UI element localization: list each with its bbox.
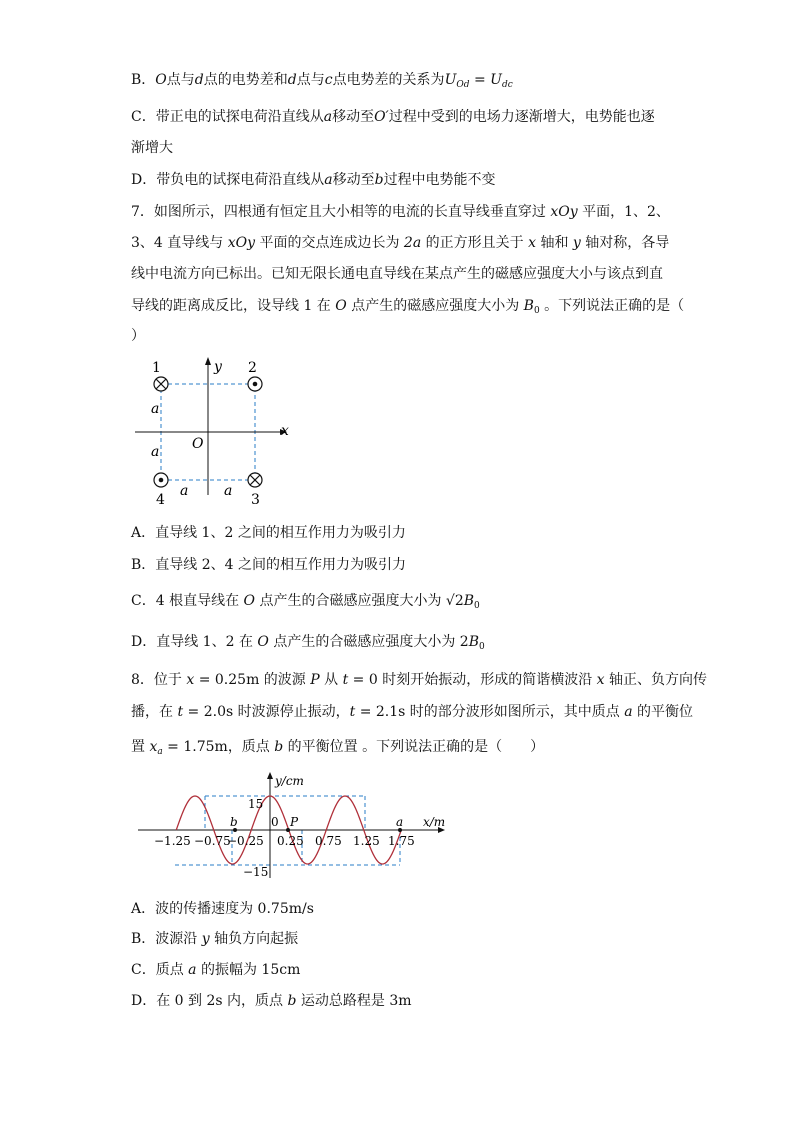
x-tick-label: −0.25 <box>227 834 264 848</box>
wire-2-label: 2 <box>248 360 257 376</box>
q7-option-a[interactable]: A．直导线 1、2 之间的相互作用力为吸引力 <box>131 525 406 541</box>
side-label-a-left: a <box>180 483 189 499</box>
q7-stem-line5: ） <box>131 328 145 344</box>
q7-option-d[interactable]: D．直导线 1、2 在 O 点产生的合磁感应强度大小为 $2B_0$ <box>131 634 485 652</box>
q6-option-c-cont: 渐增大 <box>131 140 173 156</box>
q8-option-c[interactable]: C．质点 a 的振幅为 15cm <box>131 962 301 978</box>
q7-option-b[interactable]: B．直导线 2、4 之间的相互作用力为吸引力 <box>131 557 407 573</box>
wire-1-label: 1 <box>152 360 161 376</box>
q7-stem-line1: 7．如图所示，四根通有恒定且大小相等的电流的长直导线垂直穿过 xOy 平面，1、2、 <box>131 204 670 220</box>
x-tick-label: 0.75 <box>315 834 342 848</box>
y-axis-label: y/cm <box>275 774 304 788</box>
x-axis-label: x <box>281 423 289 439</box>
wire-2-dot-icon <box>248 377 262 391</box>
wire-4-dot-icon <box>154 473 168 487</box>
side-label-a-lower: a <box>151 444 160 460</box>
q8-stem-line2: 播，在 t = 2.0s 时波源停止振动，t = 2.1s 时的部分波形如图所示，其中质点 a 的平衡位 <box>131 704 694 720</box>
wire-3-cross-icon <box>248 473 262 487</box>
x-tick-label: −0.75 <box>194 834 231 848</box>
point-a-label: a <box>396 815 404 829</box>
y-tick-15: 15 <box>248 797 264 811</box>
y-axis-arrow-icon <box>205 357 211 365</box>
q8-option-d[interactable]: D．在 0 到 2s 内，质点 b 运动总路程是 3m <box>131 993 412 1009</box>
q6-option-c[interactable]: C．带正电的试探电荷沿直线从a移动至O′过程中受到的电场力逐渐增大，电势能也逐 <box>131 109 655 125</box>
point-P-label: P <box>290 815 299 829</box>
x-axis-label: x/m <box>423 815 446 829</box>
q6-option-d[interactable]: D．带负电的试探电荷沿直线从a移动至b过程中电势能不变 <box>131 172 496 188</box>
q8-option-b[interactable]: B．波源沿 y 轴负方向起振 <box>131 931 299 947</box>
y-tick-neg15: −15 <box>243 865 269 879</box>
q8-option-a[interactable]: A．波的传播速度为 0.75m/s <box>131 901 314 917</box>
q7-stem-line4: 导线的距离成反比，设导线 1 在 O 点产生的磁感应强度大小为 $B_0$ 。下列说法正确的是（ <box>131 298 685 316</box>
x-tick-label: 1.75 <box>388 834 415 848</box>
q6-option-b[interactable]: B．O点与d点的电势差和d点与c点电势差的关系为$U_{Od} = U_{dc}$ <box>131 72 513 90</box>
q7-option-c[interactable]: C．4 根直导线在 O 点产生的合磁感应强度大小为 $√2B_0$ <box>131 593 480 611</box>
point-b-label: b <box>230 815 238 829</box>
q8-stem-line1: 8．位于 x = 0.25m 的波源 P 从 t = 0 时刻开始振动，形成的简谐横波沿 x 轴正、负方向传 <box>131 672 708 688</box>
q7-stem-line2: 3、4 直导线与 xOy 平面的交点连成边长为 2a 的正方形且关于 x 轴和 y 轴对称，各导 <box>131 235 670 251</box>
origin-label: O <box>192 436 204 452</box>
wire-3-label: 3 <box>251 492 260 508</box>
q8-wave-diagram <box>130 770 450 885</box>
y-axis-arrow-icon <box>267 772 273 779</box>
x-tick-label: −1.25 <box>154 834 191 848</box>
side-label-a-upper: a <box>151 401 160 417</box>
q7-stem-line3: 线中电流方向已标出。已知无限长通电直导线在某点产生的磁感应强度大小与该点到直 <box>131 266 663 282</box>
x-tick-label: 1.25 <box>353 834 380 848</box>
x-tick-label: 0.25 <box>277 834 304 848</box>
wire-4-label: 4 <box>156 492 165 508</box>
q7-wire-diagram <box>130 355 300 510</box>
side-label-a-right: a <box>224 483 233 499</box>
x-tick-label: 0 <box>271 815 279 829</box>
wire-1-cross-icon <box>154 377 168 391</box>
y-axis-label: y <box>214 359 222 375</box>
q8-stem-line3: 置 $x_a = 1.75m$，质点 b 的平衡位置 。下列说法正确的是（ ） <box>131 739 545 757</box>
